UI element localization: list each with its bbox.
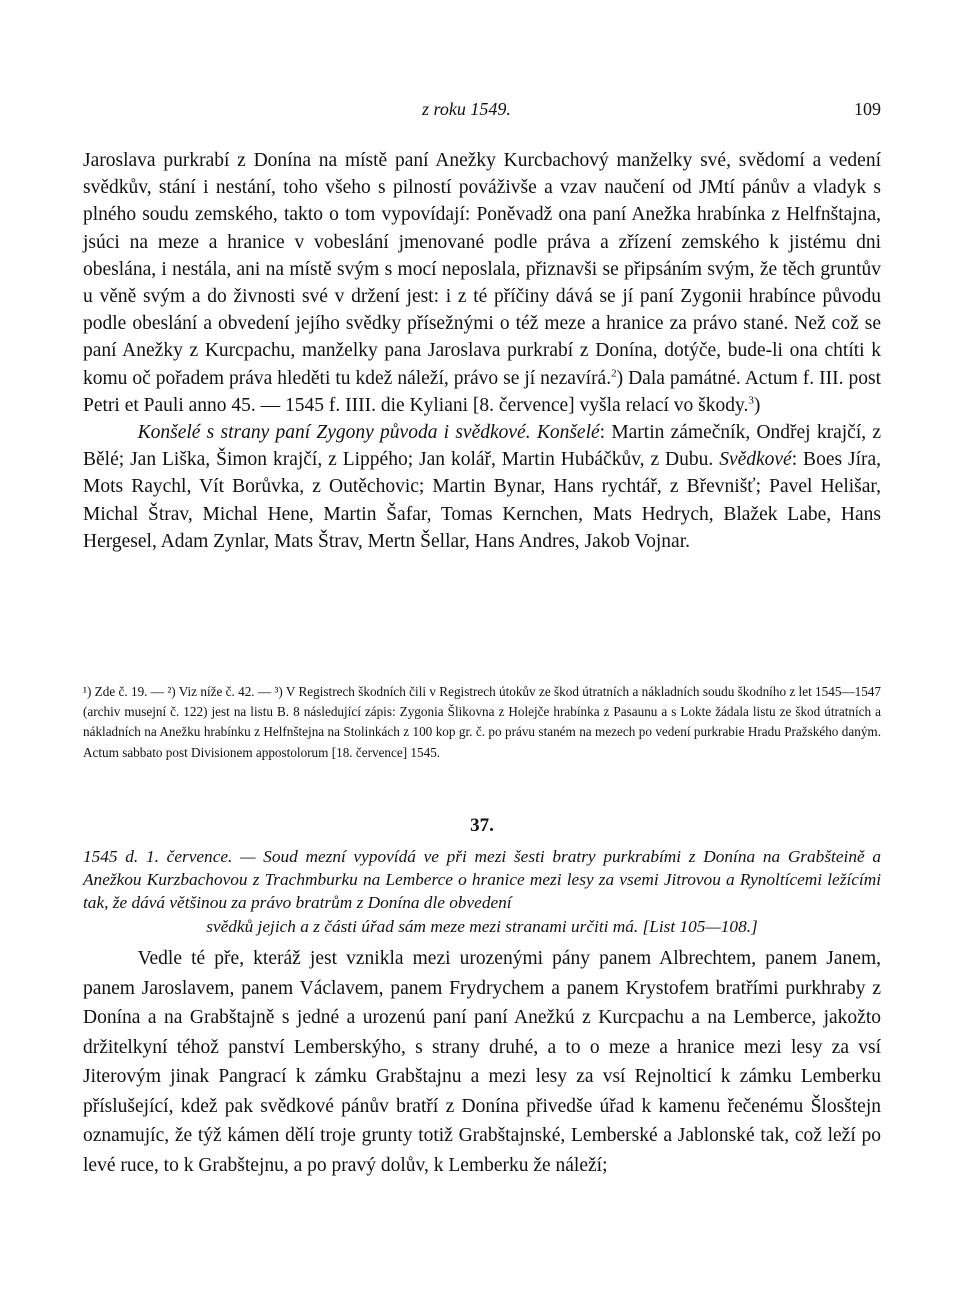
main-text (83, 147, 881, 555)
paragraph-judgment-text-b: Dala památné. Actum f. III. post Petri et Pauli anno 45. — 1545 f. IIII. die Kyliani [8. července] vyšla relací vo škody. (83, 367, 881, 416)
footnote-text: ¹) Zde č. 19. — ²) Viz níže č. 42. — ³) V Registrech škodních čili v Registrech útokův ze škod útratních a nákladních soudu škodního z let 1545—1547 (archiv musejní č. 122) jest na listu B. 8 následující zápis: Zygonia Šlikovna z Holejče hrabínka z Pasaunu a s Lokte žádala listu ze škod útratních a nákladních na Anežku hrabínku z Helfnštejna na Stolinkách z 100 kop gr. č. po právu staném na mezech po vedení purkrabie Hradu Pražského daným. Actum sabbato post Divisionem appostolorum [18. července] 1545. (83, 684, 881, 760)
page-header (83, 99, 881, 125)
closing-paren: ) (753, 394, 761, 416)
page-number: 109 (854, 99, 881, 119)
witnesses-heading: Konšelé s strany paní Zygony původa i svědkové. Konšelé (137, 422, 600, 444)
witnesses-text: : Martin zámečník, Ondřej krajčí, z Bělé; Jan Liška, Šimon krajčí, z Lippého; Jan kolář, Martin Hubáčkův, z Dubu. (83, 422, 882, 471)
regest-last-line: svědků jejich a z části úřad sám meze mezi stranami určiti má. [List 105—108.] (206, 916, 758, 936)
document-number: 37. (470, 815, 494, 836)
regest-text: 1545 d. 1. července. — Soud mezní vypovídá ve při mezi šesti bratry purkrabími z Donína na Grabšteině a Anežkou Kurzbachovou z Trachmburku na Lemberce o hranice mezi lesy za vsemi Jitrovou a Rynoltícemi ležícími tak, že dává většinou za právo bratrům z Donína dle obvedení (83, 847, 881, 913)
document-text-paragraph: Vedle té pře, kteráž jest vznikla mezi urozenými pány panem Albrechtem, panem Janem, panem Jaroslavem, panem Václavem, panem Frydrychem a panem Krystofem bratřími purkhraby z Donína a na Grabštajně s jedné a urozenú paní paní Anežkú z Kurcpachu a na Lemberce, jakožto držitelkyní téhož panství Lemberskýho, s strany druhé, a to o meze a hranice mezi lesy za vsí Jiterovým jinak Pangrací k zámku Grabštajnu a mezi lesy za vsí Rejnolticí k zámku Lemberku příslušející, kdež pak svědkové pánův bratří z Donína přivedše úřad k kamenu řečenému Šlosštejn oznamujíc, že týž kámen dělí troje grunty totiž Grabštajnské, Lemberské a Jablonské tak, což leží po levé ruce, to k Grabštejnu, a po pravý dolův, k Lemberku že náleží; (83, 948, 881, 1176)
paragraph-judgment-text: Jaroslava purkrabí z Donína na místě paní Anežky Kurcbachový manželky své, svědomí a vedení svědkův, stání i nestání, toho všeho s pilností pováživše a vzav naučení od JMtí pánův a vladyk s plného soudu zemského, takto o tom vypovídají: Poněvadž ona paní Anežka hrabínka z Helfnštajna, jsúci na meze a hranice v vobeslání jmenované podle práva a zřízení zemského k jistému dni obeslána, i nestála, ani na místě svým s mocí neposlala, přiznavši se připsáním svým, že těch gruntův u věně svým a do živnosti své v držení jest: i z té příčiny dává se jí paní Zygonii hrabínce původu podle obeslání a obvedení jejího svědky přísežnými o též meze a hranice za právo stané. Než což se paní Anežky z Kurcpachu, manželky pana Jaroslava purkrabí z Donína, dotýče, bude-li ona chtíti k komu oč pořadem práva hleděti tu kdež náleží, právo se jí nezavírá. (83, 150, 881, 389)
footnotes (83, 682, 881, 763)
document-text (83, 944, 881, 1180)
running-title: z roku 1549. (422, 99, 511, 119)
witnesses-text-b: : Boes Jíra, Mots Raychl, Vít Borůvka, z Outěchovic; Martin Bynar, Hans rychtář, z Břevnišť; Pavel Helišar, Michal Štrav, Michal Hene, Martin Šafar, Tomas Kernchen, Mats Hedrych, Blažek Labe, Hans Hergesel, Adam Zynlar, Mats Štrav, Mertn Šellar, Hans Andres, Jakob Vojnar. (83, 449, 882, 552)
footnote-ref-3: 3 (748, 394, 754, 407)
footnote-ref-2: 2 (611, 367, 617, 380)
paragraph-judgment: Jaroslava purkrabí z Donína na místě paní Anežky Kurcbachový manželky své, svědomí a vedení svědkův, stání i nestání, toho všeho s pilností pováživše a vzav naučení od JMtí pánův a vladyk s plného soudu zemského, takto o tom vypovídají: Poněvadž ona paní Anežka hrabínka z Helfnštajna, jsúci na meze a hranice v vobeslání jmenované podle práva a zřízení zemského k jistému dni obeslána, i nestála, ani na místě svým s mocí neposlala, přiznavši se připsáním svým, že těch gruntův u věně svým a do živnosti své v držení jest: i z té příčiny dává se jí paní Zygonii hrabínce původu podle obeslání a obvedení jejího svědky přísežnými o též meze a hranice za právo stané. Než což se paní Anežky z Kurcpachu, manželky pana Jaroslava purkrabí z Donína, dotýče, bude-li ona chtíti k komu oč pořadem práva hleděti tu kdež náleží, právo se jí nezavírá.$^2$) Dala památné. Actum f. III. post Petri et Pauli anno 45. — 1545 f. IIII. die Kyliani [8. července] vyšla relací vo škody.$^3$) (83, 150, 881, 416)
witnesses-heading-2: Svědkové (719, 449, 792, 471)
paragraph-witnesses (83, 419, 881, 555)
document-regest (83, 845, 881, 938)
